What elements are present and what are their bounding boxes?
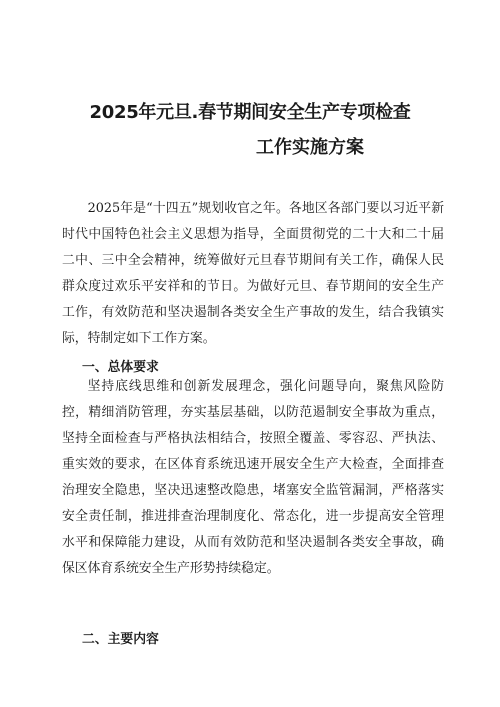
document-title-line-2: 工作实施方案 bbox=[256, 137, 364, 158]
general-requirements-paragraph: 坚持底线思维和创新发展理念，强化问题导向，聚焦风险防控，精细消防管理，夯实基层基础，以防范遏制安全事故为重点，坚持全面检查与严格执法相结合，按照全覆盖、零容忍、严执法、重实效的要求，在区体育系统迅速开展安全生产大检查，全面排查治理安全隐患，坚决迅速整改隐患，堵塞安全监管漏洞，严格落实安全责任制，推进排查治理制度化、常态化，进一步提高安全管理水平和保障能力建设，从而有效防范和坚决遏制各类安全事故，确保区体育系统安全生产形势持续稳定。 bbox=[62, 379, 444, 576]
document-title-line-1: 2025年元旦.春节期间安全生产专项检查 bbox=[89, 102, 411, 123]
section-heading-main-content: 二、主要内容 bbox=[82, 632, 159, 647]
section-heading-general-requirements: 一、总体要求 bbox=[82, 360, 159, 375]
intro-paragraph: 2025年是“十四五”规划收官之年。各地区各部门要以习近平新时代中国特色社会主义思想为指导，全面贯彻党的二十大和二十届二中、三中全会精神，统筹做好元旦春节期间有关工作，确保人民群众度过欢乐平安祥和的节日。为做好元旦、春节期间的安全生产工作，有效防范和坚决遏制各类安全生产事故的发生，结合我镇实际，特制定如下工作方案。 bbox=[62, 201, 444, 346]
